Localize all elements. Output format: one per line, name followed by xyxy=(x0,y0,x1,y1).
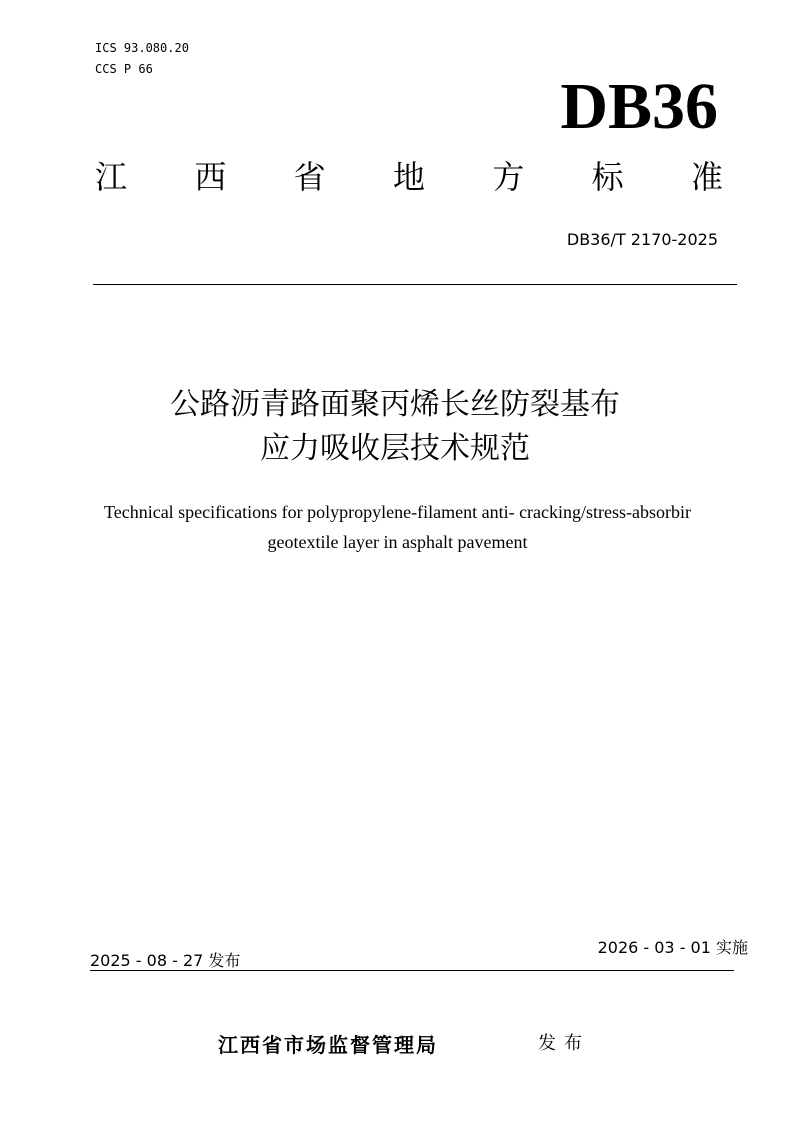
english-title xyxy=(90,497,705,561)
implementation-date: 2026 - 03 - 01 实施 xyxy=(597,938,748,957)
chinese-title-line-1: 公路沥青路面聚丙烯长丝防裂基布 xyxy=(170,387,620,422)
english-title-line-2: geotextile layer in asphalt pavement xyxy=(267,532,528,552)
standard-type-char: 省 xyxy=(293,158,326,196)
standard-type-char: 方 xyxy=(492,158,525,196)
standard-type-char: 标 xyxy=(591,158,624,196)
standard-type xyxy=(95,150,723,200)
chinese-title xyxy=(80,383,710,471)
standard-type-char: 地 xyxy=(392,158,425,196)
english-title-line-1: Technical specifications for polypropylene-filament anti- cracking/stress-absorbir xyxy=(103,502,692,522)
standard-type-char: 江 xyxy=(95,158,128,196)
chinese-title-line-2: 应力吸收层技术规范 xyxy=(260,431,530,466)
standard-type-char: 西 xyxy=(194,158,227,196)
issuing-authority: 江西省市场监督管理局 xyxy=(218,1033,438,1057)
publish-date: 2025 - 08 - 27 发布 xyxy=(90,951,241,970)
bottom-divider xyxy=(90,970,734,971)
ics-code: ICS 93.080.20 xyxy=(95,41,189,55)
standard-type-char: 准 xyxy=(690,158,723,196)
ccs-code: CCS P 66 xyxy=(95,62,153,76)
standard-logo: DB36 xyxy=(560,70,718,143)
standard-code: DB36/T 2170-2025 xyxy=(566,230,718,249)
issue-label: 发布 xyxy=(538,1033,590,1054)
top-divider xyxy=(93,284,737,285)
